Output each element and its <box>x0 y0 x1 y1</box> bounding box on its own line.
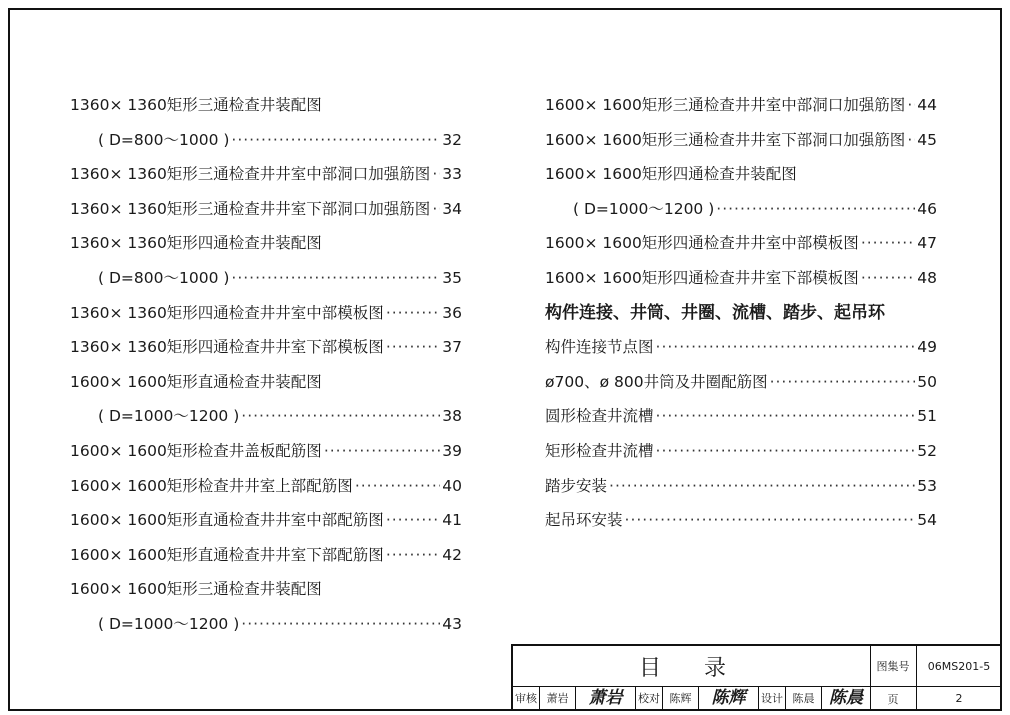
toc-entry <box>545 157 937 192</box>
toc-right-column <box>545 88 937 538</box>
toc-leader-dots <box>231 123 440 158</box>
toc-entry-title: 构件连接节点图 <box>545 338 654 357</box>
page-number: 2 <box>955 692 963 705</box>
toc-section-heading <box>545 296 937 331</box>
toc-entry <box>545 123 937 158</box>
toc-entry <box>70 330 462 365</box>
toc-entry-page: 44 <box>917 96 937 114</box>
toc-entry-page: 45 <box>917 130 937 149</box>
toc-entry-page: 47 <box>917 234 937 253</box>
toc-entry-page: 38 <box>442 407 462 426</box>
atlas-number: 06MS201-5 <box>916 646 1002 687</box>
check-label: 校对 <box>636 686 663 711</box>
toc-entry <box>70 399 462 434</box>
toc-entry-page: 52 <box>917 441 937 460</box>
toc-entry-title: 踏步安装 <box>545 476 608 495</box>
toc-leader-dots <box>231 261 440 296</box>
checker-signature: 陈辉 <box>699 686 759 711</box>
toc-entry-title: 1360× 1360矩形四通检查井装配图 <box>70 234 322 253</box>
toc-entry <box>545 192 937 227</box>
toc-entry-title: 圆形检查井流槽 <box>545 407 654 426</box>
toc-leader-dots <box>432 157 440 192</box>
toc-entry <box>70 296 462 331</box>
toc-leader-dots <box>324 434 440 469</box>
toc-entry-title: ( D=1000～1200 ) <box>573 199 715 218</box>
toc-leader-dots <box>355 469 440 504</box>
toc-left-column <box>70 88 462 642</box>
toc-entry-title: 1600× 1600矩形直通检查井井室下部配筋图 <box>70 545 384 564</box>
toc-entry-page: 46 <box>917 199 937 218</box>
toc-entry <box>545 469 937 504</box>
toc-entry-title: 1600× 1600矩形检查井盖板配筋图 <box>70 441 322 460</box>
toc-entry-title: ( D=1000～1200 ) <box>98 614 240 633</box>
toc-leader-dots <box>907 123 915 158</box>
toc-entry-title: 1360× 1360矩形四通检查井井室下部模板图 <box>70 338 384 357</box>
toc-entry <box>70 192 462 227</box>
toc-entry-page: 32 <box>442 130 462 149</box>
toc-leader-dots <box>241 399 440 434</box>
toc-entry-page: 43 <box>442 614 462 633</box>
toc-leader-dots <box>656 399 916 434</box>
atlas-number-label: 图集号 <box>870 646 917 687</box>
toc-leader-dots <box>907 88 915 123</box>
toc-leader-dots <box>770 365 916 400</box>
reviewer-signature: 萧岩 <box>576 686 636 711</box>
toc-entry-page: 49 <box>917 338 937 357</box>
toc-entry <box>70 607 462 642</box>
toc-entry <box>545 365 937 400</box>
toc-entry-page: 42 <box>442 545 462 564</box>
toc-entry <box>70 157 462 192</box>
toc-entry <box>545 261 937 296</box>
toc-entry-page: 50 <box>917 372 937 391</box>
toc-entry-title: 起吊环安装 <box>545 511 623 530</box>
checker-name: 陈辉 <box>663 686 699 711</box>
toc-entry-title: 1600× 1600矩形三通检查井井室中部洞口加强筋图 <box>545 96 906 114</box>
toc-entry <box>70 365 462 400</box>
toc-entry-page: 53 <box>917 476 937 495</box>
toc-entry-title: ( D=800～1000 ) <box>98 268 230 287</box>
toc-entry <box>70 88 462 123</box>
toc-entry <box>70 123 462 158</box>
toc-entry-page: 36 <box>442 303 462 322</box>
title-block-title: 目 录 <box>513 646 871 687</box>
toc-entry-page: 48 <box>917 268 937 287</box>
toc-leader-dots <box>861 226 915 261</box>
toc-leader-dots <box>241 607 440 642</box>
toc-entry-page: 33 <box>442 165 462 184</box>
toc-entry-title: 1600× 1600矩形直通检查井井室中部配筋图 <box>70 511 384 530</box>
page-label: 页 <box>870 686 917 711</box>
toc-leader-dots <box>386 538 440 573</box>
toc-leader-dots <box>609 469 915 504</box>
toc-entry-page: 39 <box>442 441 462 460</box>
toc-entry <box>545 330 937 365</box>
toc-entry <box>70 538 462 573</box>
toc-entry <box>70 261 462 296</box>
designer-name: 陈晨 <box>786 686 822 711</box>
toc-leader-dots <box>716 192 915 227</box>
signature-row <box>513 686 871 711</box>
toc-leader-dots <box>625 503 916 538</box>
toc-entry-title: 1600× 1600矩形三通检查井装配图 <box>70 580 322 599</box>
toc-entry-title: 1600× 1600矩形直通检查井装配图 <box>70 372 322 391</box>
toc-entry-title: 1360× 1360矩形三通检查井装配图 <box>70 96 322 114</box>
title-block <box>511 644 1002 711</box>
reviewer-name: 萧岩 <box>540 686 576 711</box>
toc-entry-title: 1360× 1360矩形四通检查井井室中部模板图 <box>70 303 384 322</box>
toc-entry-title: ( D=800～1000 ) <box>98 130 230 149</box>
toc-entry <box>70 226 462 261</box>
toc-entry-title: 矩形检查井流槽 <box>545 441 654 460</box>
review-label: 审核 <box>513 686 540 711</box>
toc-entry <box>545 226 937 261</box>
toc-entry-title: 1600× 1600矩形四通检查井井室中部模板图 <box>545 234 859 253</box>
toc-leader-dots <box>432 192 440 227</box>
toc-entry <box>70 434 462 469</box>
toc-entry-page: 37 <box>442 338 462 357</box>
toc-entry-page: 51 <box>917 407 937 426</box>
toc-entry <box>545 434 937 469</box>
toc-entry-title: 1600× 1600矩形四通检查井井室下部模板图 <box>545 268 859 287</box>
toc-entry-page: 41 <box>442 511 462 530</box>
toc-entry-title: 1600× 1600矩形三通检查井井室下部洞口加强筋图 <box>545 130 906 149</box>
toc-leader-dots <box>656 434 916 469</box>
toc-entry-title: 构件连接、井筒、井圈、流槽、踏步、起吊环 <box>545 302 885 323</box>
toc-entry <box>70 469 462 504</box>
toc-entry-page: 40 <box>442 476 462 495</box>
toc-entry <box>545 399 937 434</box>
toc-leader-dots <box>386 503 440 538</box>
design-label: 设计 <box>759 686 786 711</box>
toc-entry <box>545 503 937 538</box>
toc-leader-dots <box>656 330 916 365</box>
toc-entry-title: ø700、ø 800井筒及井圈配筋图 <box>545 372 768 391</box>
toc-leader-dots <box>386 296 440 331</box>
toc-entry-title: 1600× 1600矩形四通检查井装配图 <box>545 165 797 184</box>
toc-entry <box>70 503 462 538</box>
toc-entry-title: 1360× 1360矩形三通检查井井室下部洞口加强筋图 <box>70 199 431 218</box>
toc-entry <box>545 88 937 123</box>
toc-entry-title: ( D=1000～1200 ) <box>98 407 240 426</box>
toc-leader-dots <box>386 330 440 365</box>
toc-entry-page: 35 <box>442 268 462 287</box>
toc-entry-page: 34 <box>442 199 462 218</box>
toc-leader-dots <box>861 261 915 296</box>
toc-entry-title: 1360× 1360矩形三通检查井井室中部洞口加强筋图 <box>70 165 431 184</box>
toc-entry <box>70 572 462 607</box>
toc-entry-title: 1600× 1600矩形检查井井室上部配筋图 <box>70 476 353 495</box>
toc-entry-page: 54 <box>917 511 937 530</box>
designer-signature: 陈晨 <box>829 688 863 708</box>
